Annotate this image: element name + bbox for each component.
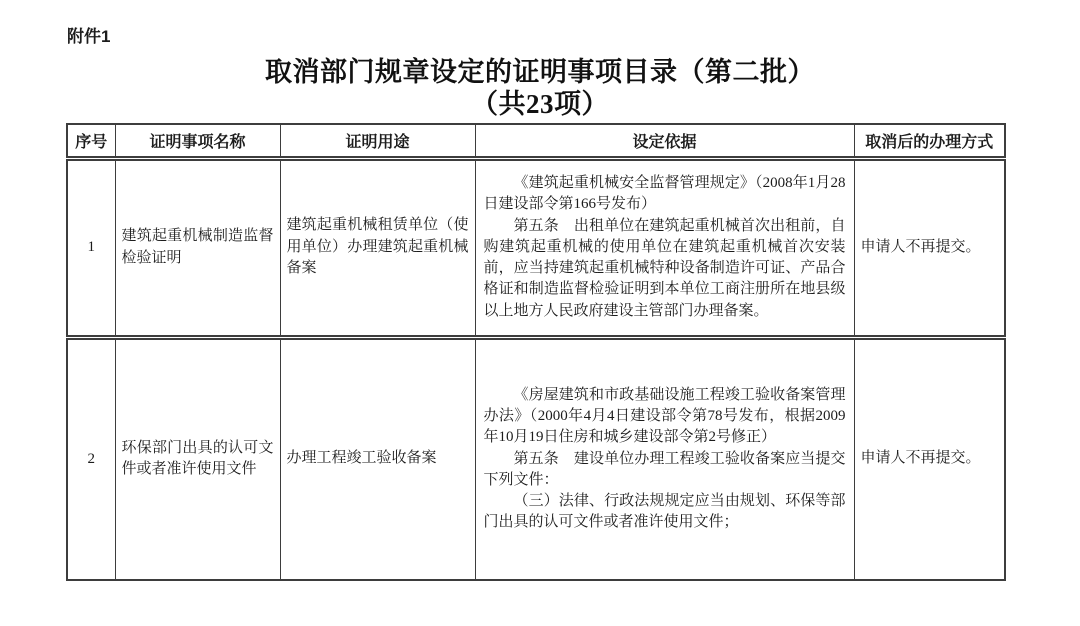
header-basis: 设定依据 — [475, 124, 854, 158]
table-header-row — [67, 124, 1005, 158]
cell-purpose: 建筑起重机械租赁单位（使用单位）办理建筑起重机械备案 — [280, 158, 475, 337]
basis-paragraph: 第五条 建设单位办理工程竣工验收备案应当提交下列文件： — [483, 450, 846, 488]
cell-basis — [475, 337, 854, 580]
title-line-2: （共23项） — [471, 89, 609, 120]
header-item-name: 证明事项名称 — [115, 124, 280, 158]
cell-item-name: 环保部门出具的认可文件或者准许使用文件 — [115, 337, 280, 580]
basis-paragraph: 《房屋建筑和市政基础设施工程竣工验收备案管理办法》（2000年4月4日建设部令第78号发布，根据2009年10月19日住房和城乡建设部令第2号修正） — [483, 386, 846, 446]
cell-post-cancel-method: 申请人不再提交。 — [854, 158, 1005, 337]
cell-index: 1 — [67, 158, 115, 337]
basis-paragraph: 第五条 出租单位在建筑起重机械首次出租前，自购建筑起重机械的使用单位在建筑起重机械首次安装前，应当持建筑起重机械特种设备制造许可证、产品合格证和制造监督检验证明到本单位工商注册所在地县级以上地方人民政府建设主管部门办理备案。 — [483, 217, 846, 319]
table-row — [67, 337, 1005, 580]
basis-paragraph: （三）法律、行政法规规定应当由规划、环保等部门出具的认可文件或者准许使用文件； — [483, 493, 846, 531]
catalog-table — [66, 123, 1006, 581]
header-purpose: 证明用途 — [280, 124, 475, 158]
cell-item-name: 建筑起重机械制造监督检验证明 — [115, 158, 280, 337]
basis-paragraph: 《建筑起重机械安全监督管理规定》（2008年1月28日建设部令第166号发布） — [483, 174, 846, 213]
title-line-1: 取消部门规章设定的证明事项目录（第二批） — [265, 57, 815, 87]
cell-basis — [475, 158, 854, 337]
header-post-cancel-method: 取消后的办理方式 — [854, 124, 1005, 158]
cell-index: 2 — [67, 337, 115, 580]
header-index: 序号 — [67, 124, 115, 158]
document-title — [0, 56, 1080, 121]
table-row — [67, 158, 1005, 337]
cell-purpose: 办理工程竣工验收备案 — [280, 337, 475, 580]
attachment-label: 附件1 — [67, 27, 111, 46]
cell-post-cancel-method: 申请人不再提交。 — [854, 337, 1005, 580]
